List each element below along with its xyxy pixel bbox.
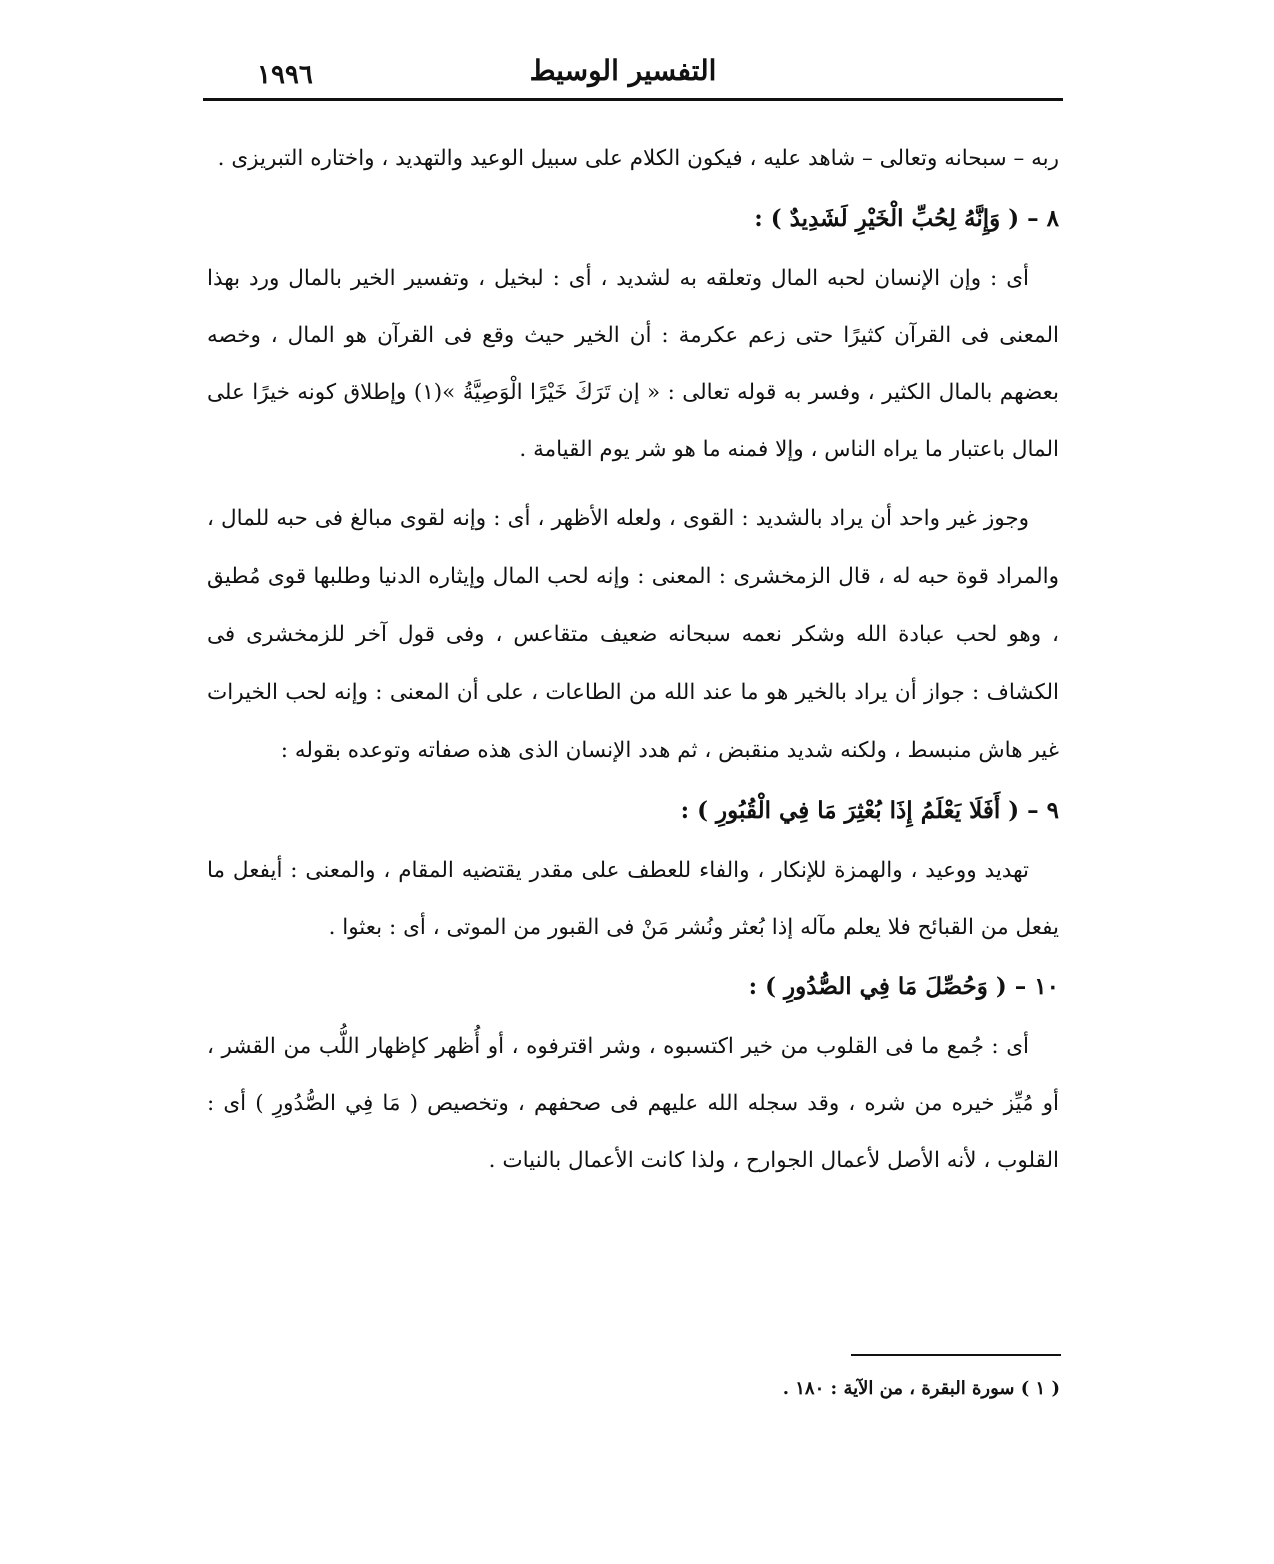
page-header: [205, 52, 1063, 96]
verse-9-heading: ٩ – ( أَفَلَا يَعْلَمُ إِذَا بُعْثِرَ مَا فِي الْقُبُورِ ) :: [680, 797, 1059, 824]
verse-10-heading: ١٠ – ( وَحُصِّلَ مَا فِي الصُّدُورِ ) :: [748, 973, 1059, 1000]
paragraph-continuation: ربه – سبحانه وتعالى – شاهد عليه ، فيكون الكلام على سبيل الوعيد والتهديد ، واختاره التبريزى .: [217, 146, 1059, 171]
header-rule: [203, 98, 1063, 101]
page-body: [207, 130, 1059, 1189]
paragraph-verse-10-explanation: أى : جُمع ما فى القلوب من خير اكتسبوه ، وشر اقترفوه ، أو أُظهر كإظهار اللُّب من القشر ، أو مُيِّز خيره من شره ، وقد سجله الله عليهم فى صحفهم ، وتخصيص ( مَا فِي الصُّدُورِ ) أى : القلوب ، لأنه الأصل لأعمال الجوارح ، ولذا كانت الأعمال بالنيات .: [207, 1034, 1059, 1173]
paragraph-verse-8-explanation: أى : وإن الإنسان لحبه المال وتعلقه به لشديد ، أى : لبخيل ، وتفسير الخير بالمال ورد بهذا المعنى فى القرآن كثيرًا حتى زعم عكرمة : أن الخير حيث وقع فى القرآن هو المال ، وخصه بعضهم بالمال الكثير ، وفسر به قوله تعالى : « إن تَرَكَ خَيْرًا الْوَصِيَّةُ »(١) وإطلاق كونه خيرًا على المال باعتبار ما يراه الناس ، وإلا فمنه ما هو شر يوم القيامة .: [207, 266, 1059, 462]
verse-8-heading: ٨ – ( وَإِنَّهُ لِحُبِّ الْخَيْرِ لَشَدِيدٌ ) :: [754, 205, 1059, 232]
page-number: ١٩٩٦: [257, 60, 313, 90]
paragraph-verse-8-opinions: وجوز غير واحد أن يراد بالشديد : القوى ، ولعله الأظهر ، أى : وإنه لقوى مبالغ فى حبه للمال ، والمراد قوة حبه له ، قال الزمخشرى : المعنى : وإنه لحب المال وإيثاره الدنيا وطلبها قوى مُطيق ، وهو لحب عبادة الله وشكر نعمه سبحانه ضعيف متقاعس ، وفى قول آخر للزمخشرى فى الكشاف : جواز أن يراد بالخير هو ما عند الله من الطاعات ، على أن المعنى : وإنه لحب الخيرات غير هاش منبسط ، ولكنه شديد منقبض ، ثم هدد الإنسان الذى هذه صفاته وتوعده بقوله :: [207, 506, 1059, 763]
footnote-rule: [851, 1354, 1061, 1356]
footnote: ( ١ ) سورة البقرة ، من الآية : ١٨٠ .: [782, 1378, 1060, 1399]
paragraph-verse-9-explanation: تهديد ووعيد ، والهمزة للإنكار ، والفاء للعطف على مقدر يقتضيه المقام ، والمعنى : أيفعل ما يفعل من القبائح فلا يعلم مآله إذا بُعثر ونُشر مَنْ فى القبور من الموتى ، أى : بعثوا .: [207, 858, 1059, 940]
running-title: التفسير الوسيط: [529, 54, 717, 87]
